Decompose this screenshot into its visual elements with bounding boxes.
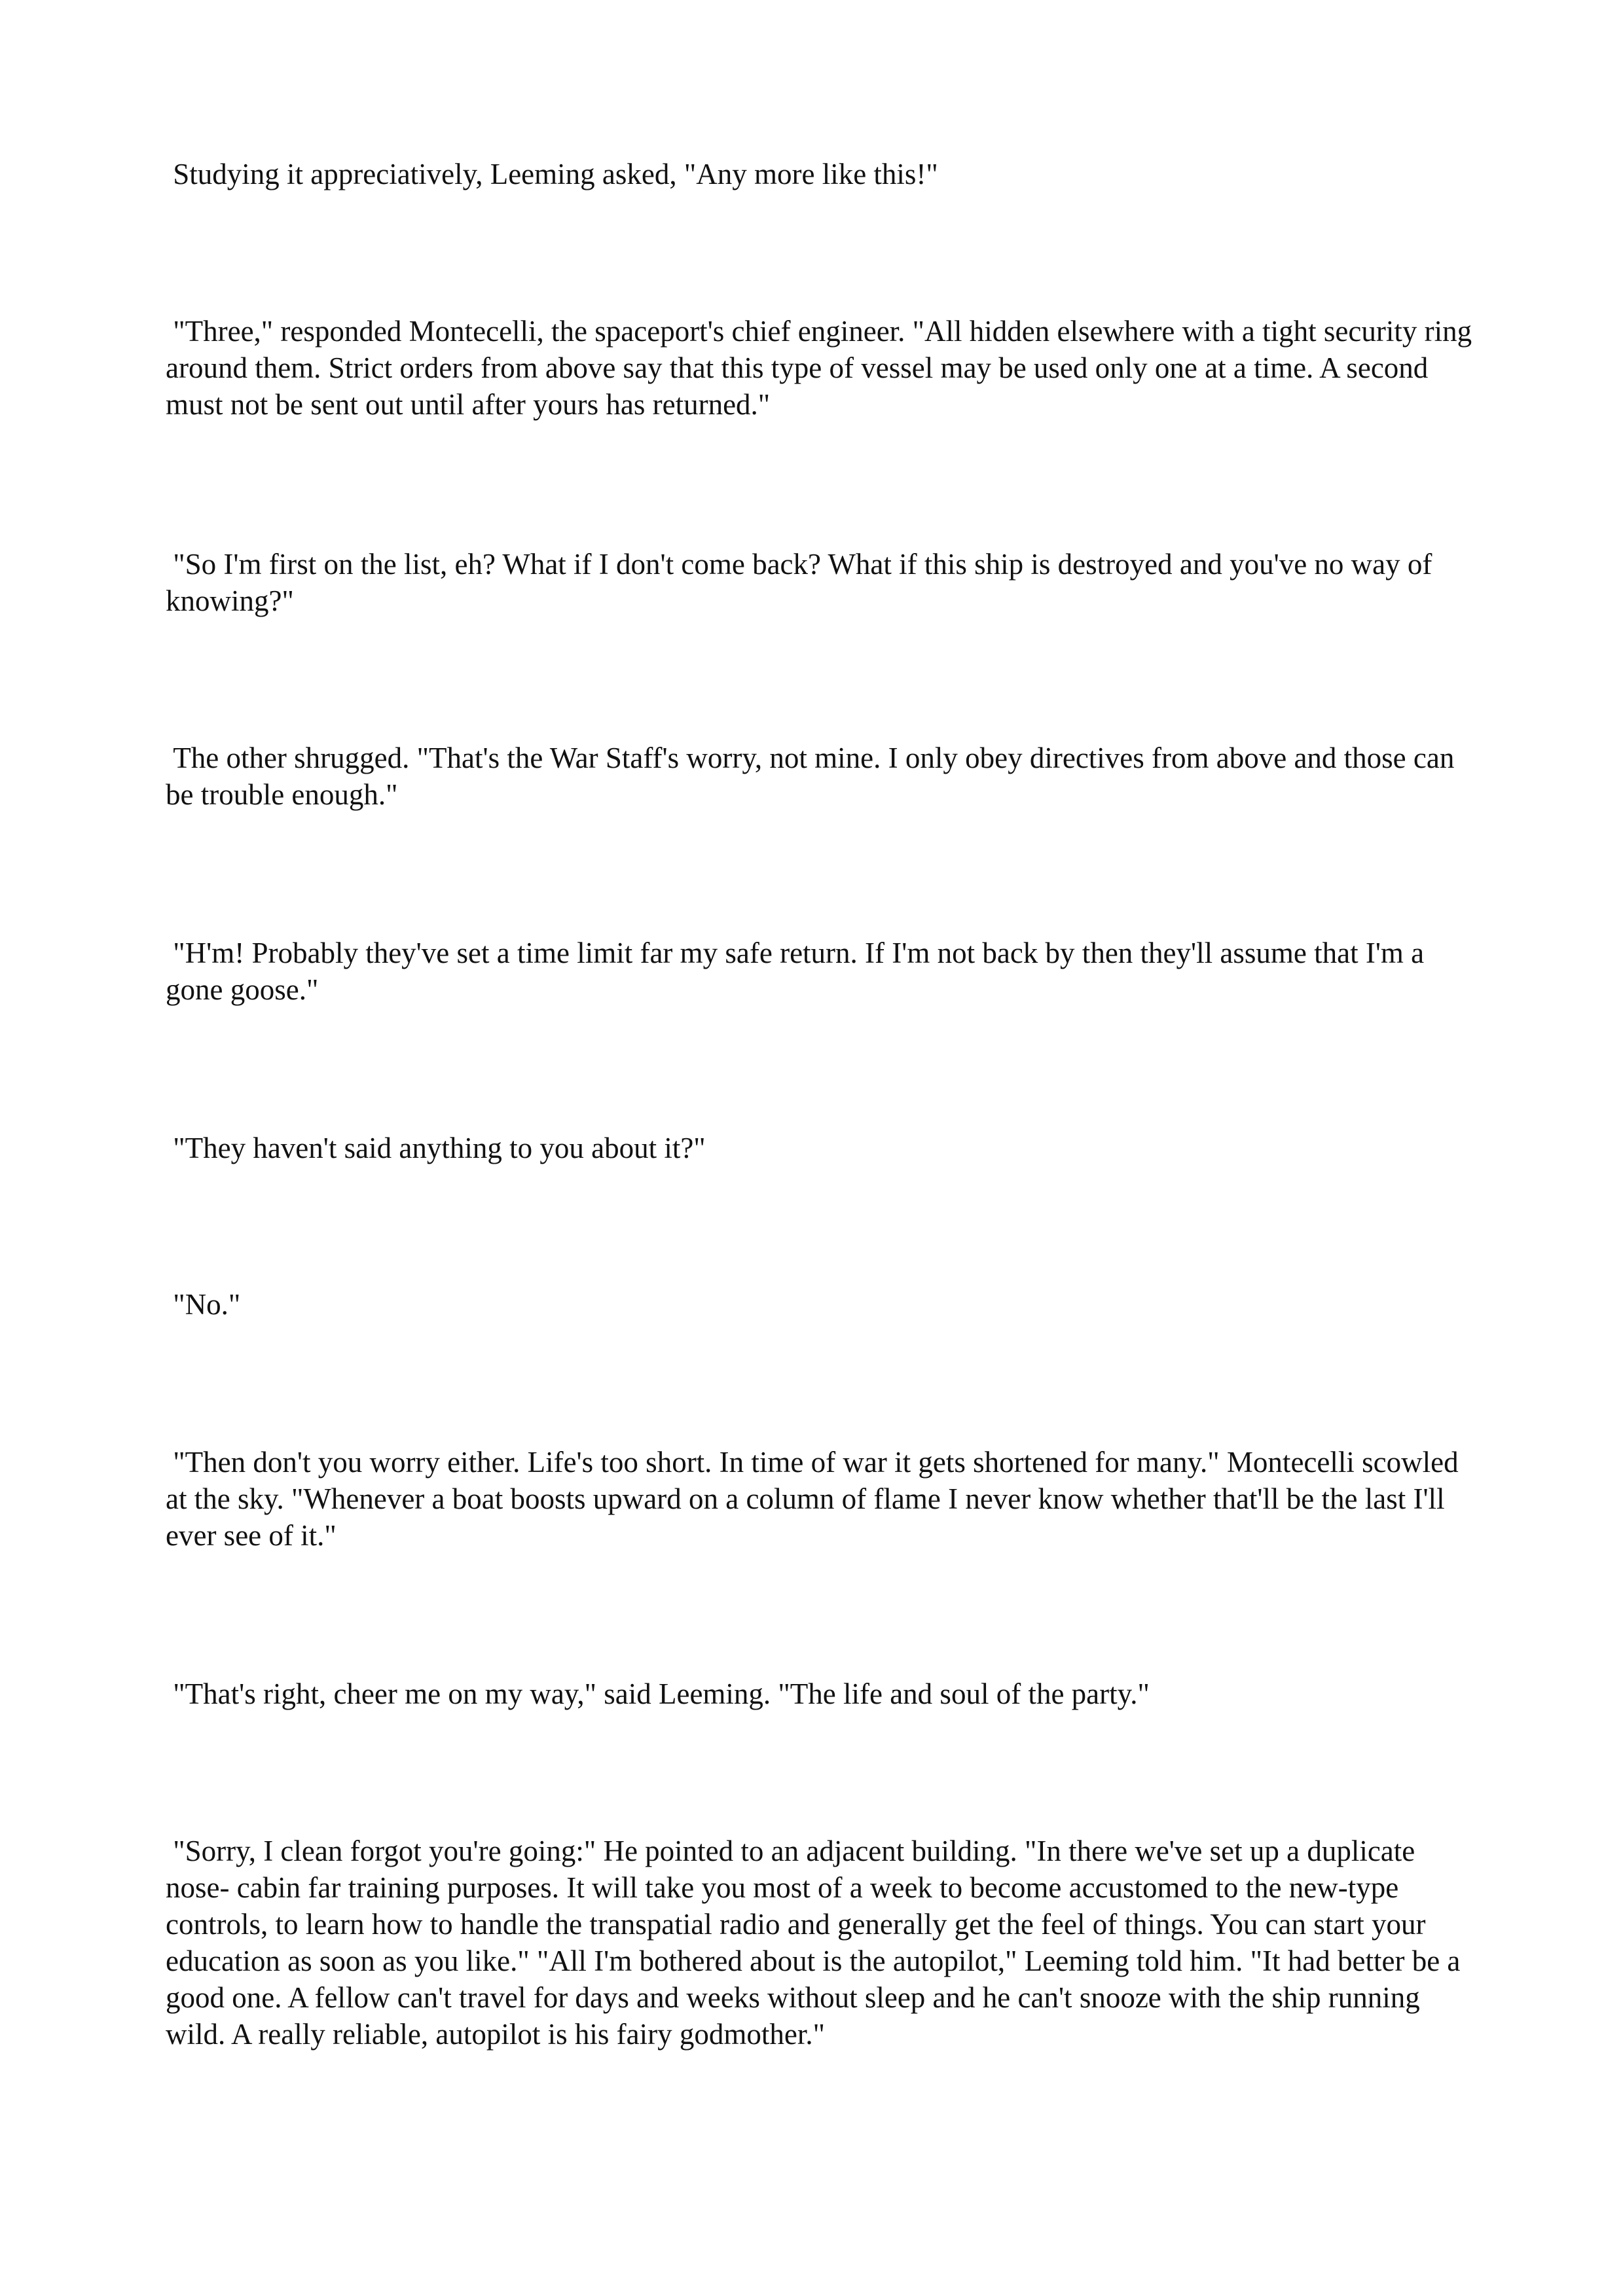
paragraph: "So I'm first on the list, eh? What if I don't come back? What if this ship is destroyed and you've no way of knowing?" (166, 548, 1440, 617)
paragraph: "Then don't you worry either. Life's too short. In time of war it gets shortened for many." Montecelli scowled at the sky. "Whenever a boat boosts upward on a column of flame I never know whether that'll be the last I'll ever see of it." (166, 1446, 1466, 1552)
paragraph: The other shrugged. "That's the War Staff's worry, not mine. I only obey directives from above and those can be trouble enough." (166, 742, 1462, 811)
paragraph: "Sorry, I clean forgot you're going:" He pointed to an adjacent building. "In there we've set up a duplicate nose- cabin far training purposes. It will take you most of a week to become accustomed to the new-type controls, to learn how to handle the transpatial radio and generally get the feel of things. You can start your education as soon as you like." "All I'm bothered about is the autopilot," Leeming told him. "It had better be a good one. A fellow can't travel for days and weeks without sleep and he can't snooze with the ship running wild. A really reliable, autopilot is his fairy godmother." (166, 1835, 1468, 2051)
paragraph: Studying it appreciatively, Leeming asked, "Any more like this!" (166, 158, 938, 190)
paragraph: "Three," responded Montecelli, the spaceport's chief engineer. "All hidden elsewhere with a tight security ring around them. Strict orders from above say that this type of vessel may be used only one at a time. A second must not be sent out until after yours has returned." (166, 315, 1480, 421)
paragraph: "They haven't said anything to you about it?" (166, 1132, 706, 1164)
paragraph: "H'm! Probably they've set a time limit far my safe return. If I'm not back by then they'll assume that I'm a gone goose." (166, 937, 1432, 1006)
paragraph: "That's right, cheer me on my way," said Leeming. "The life and soul of the party." (166, 1677, 1150, 1710)
paragraph: "No." (166, 1288, 241, 1321)
